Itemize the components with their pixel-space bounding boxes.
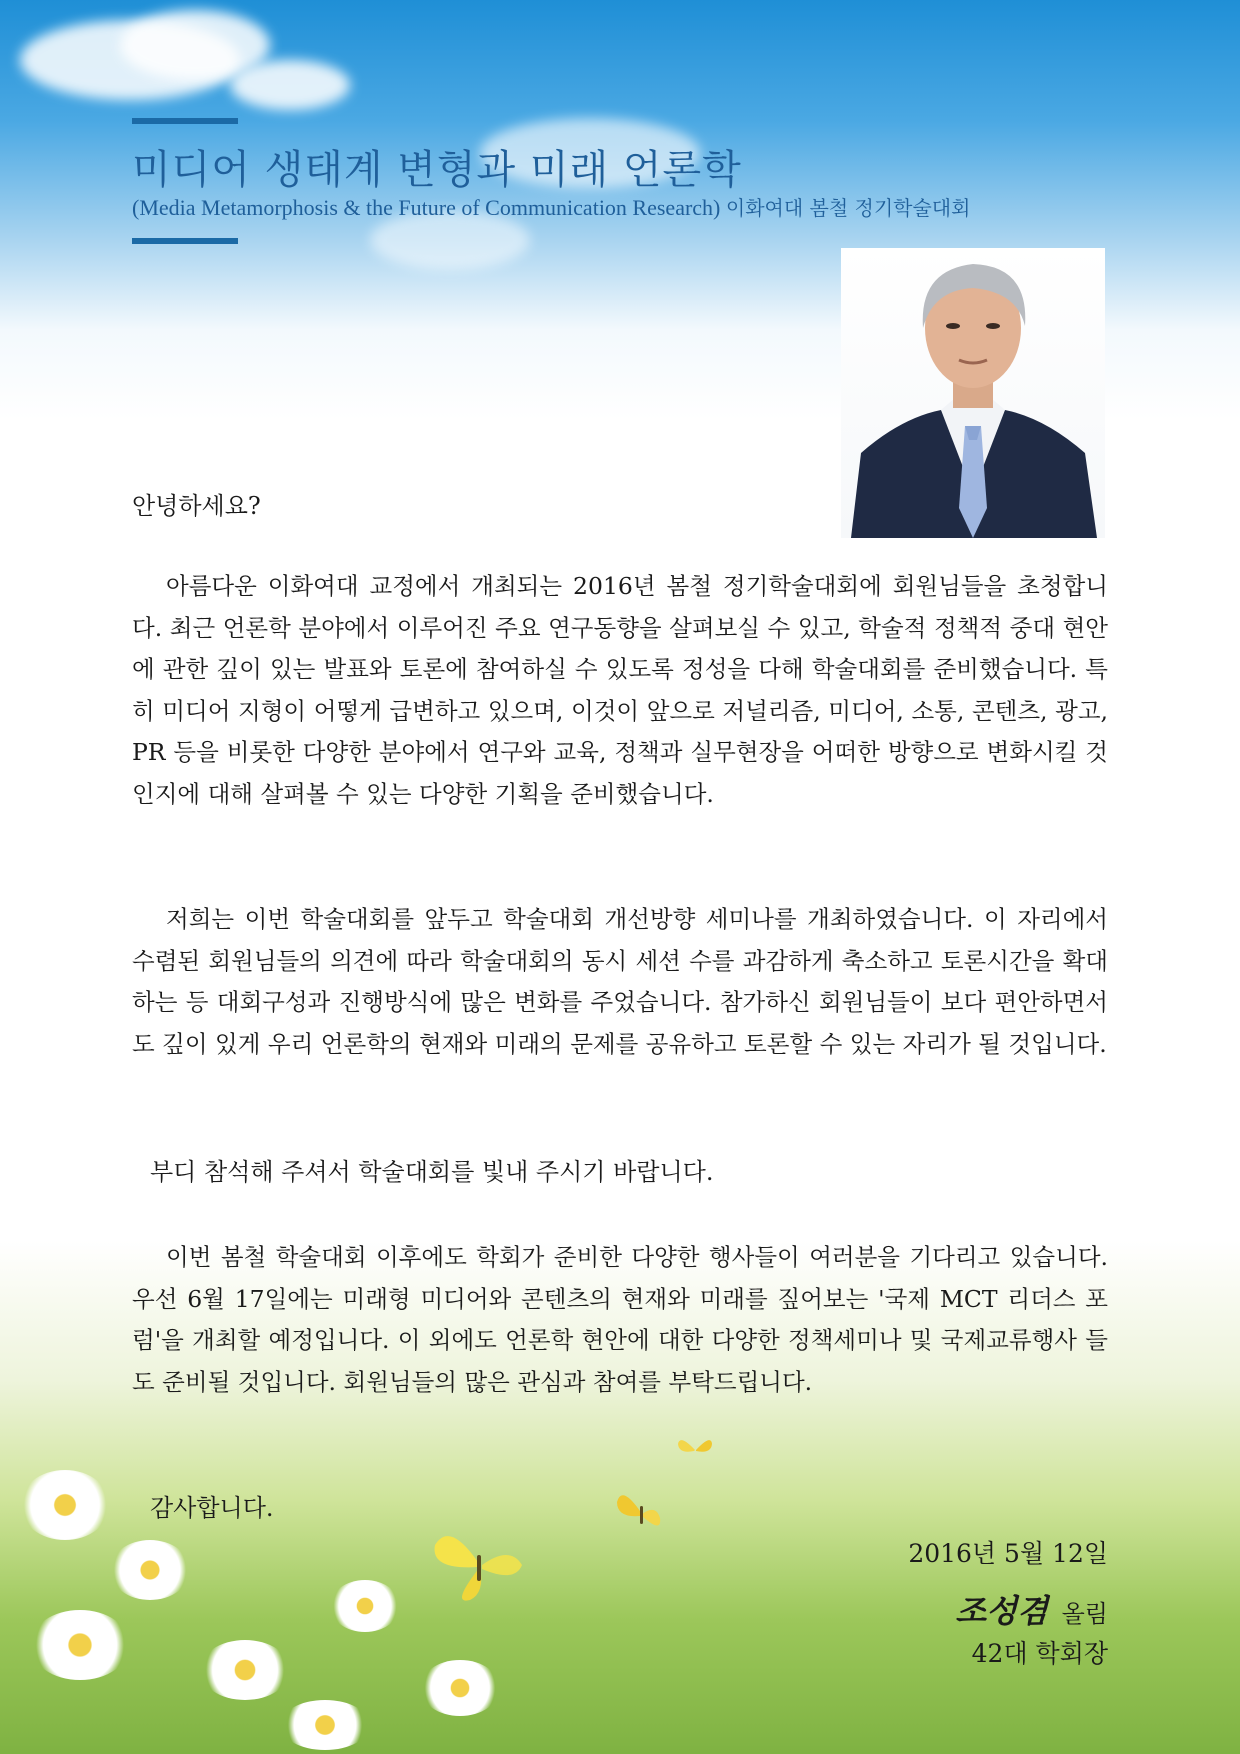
title-top-rule (132, 118, 238, 124)
paragraph-request: 부디 참석해 주셔서 학술대회를 빛내 주시기 바랍니다. (150, 1158, 714, 1186)
signature: 조성겸 (955, 1592, 1048, 1630)
daisy-decoration (110, 1540, 190, 1600)
signer-line (955, 1586, 1108, 1632)
butterfly-icon (612, 1484, 672, 1544)
paragraph-upcoming-events: 이번 봄철 학술대회 이후에도 학회가 준비한 다양한 행사들이 여러분을 기다리고 있습니다. 우선 6월 17일에는 미래형 미디어와 콘텐츠의 현재와 미래를 짚어보는 '국제 MCT 리더스 포럼'을 개최할 예정입니다. 이 외에도 언론학 현안에 대한 다양한 정책세미나 및 국제교류행사 들도 준비될 것입니다. 회원님들의 많은 관심과 참여를 부탁드립니다. (132, 1243, 1108, 1396)
page-subtitle (132, 192, 970, 221)
closing-thanks: 감사합니다. (150, 1494, 274, 1522)
daisy-decoration (330, 1580, 400, 1632)
paragraph-changes: 저희는 이번 학술대회를 앞두고 학술대회 개선방향 세미나를 개최하였습니다. 이 자리에서 수렴된 회원님들의 의견에 따라 학술대회의 동시 세션 수를 과감하게 축소하고 토론시간을 확대하는 등 대회구성과 진행방식에 많은 변화를 주었습니다. 참가하신 회원님들이 보다 편안하면서도 깊이 있게 우리 언론학의 현재와 미래의 문제를 공유하고 토론할 수 있는 자리가 될 것입니다. (132, 905, 1108, 1058)
greeting: 안녕하세요? (132, 492, 261, 520)
page-title: 미디어 생태계 변형과 미래 언론학 (132, 147, 742, 193)
daisy-decoration (420, 1660, 500, 1716)
daisy-decoration (200, 1640, 290, 1700)
daisy-decoration (280, 1700, 370, 1750)
butterfly-icon (430, 1525, 530, 1605)
paragraph-invitation: 아름다운 이화여대 교정에서 개최되는 2016년 봄철 정기학술대회에 회원님들을 초청합니다. 최근 언론학 분야에서 이루어진 주요 연구동향을 살펴보실 수 있고, 학술적 정책적 중대 현안에 관한 깊이 있는 발표와 토론에 참여하실 수 있도록 정성을 다해 학술대회를 준비했습니다. 특히 미디어 지형이 어떻게 급변하고 있으며, 이것이 앞으로 저널리즘, 미디어, 소통, 콘텐츠, 광고, PR 등을 비롯한 다양한 분야에서 연구와 교육, 정책과 실무현장을 어떠한 방향으로 변화시킬 것인지에 대해 살펴볼 수 있는 다양한 기획을 준비했습니다. (132, 572, 1108, 808)
portrait-illustration (841, 248, 1105, 538)
author-portrait (841, 248, 1105, 538)
cloud-decoration (230, 60, 350, 110)
daisy-decoration (20, 1470, 110, 1540)
butterfly-icon (675, 1432, 715, 1468)
subtitle-english: (Media Metamorphosis & the Future of Communication Research) (132, 195, 721, 220)
letter-date: 2016년 5월 12일 (908, 1539, 1108, 1568)
subtitle-korean: 이화여대 봄철 정기학술대회 (725, 196, 971, 220)
title-bottom-rule (132, 238, 238, 244)
daisy-decoration (30, 1610, 130, 1680)
signed-suffix: 올림 (1061, 1600, 1108, 1628)
signer-role: 42대 학회장 (971, 1639, 1108, 1668)
